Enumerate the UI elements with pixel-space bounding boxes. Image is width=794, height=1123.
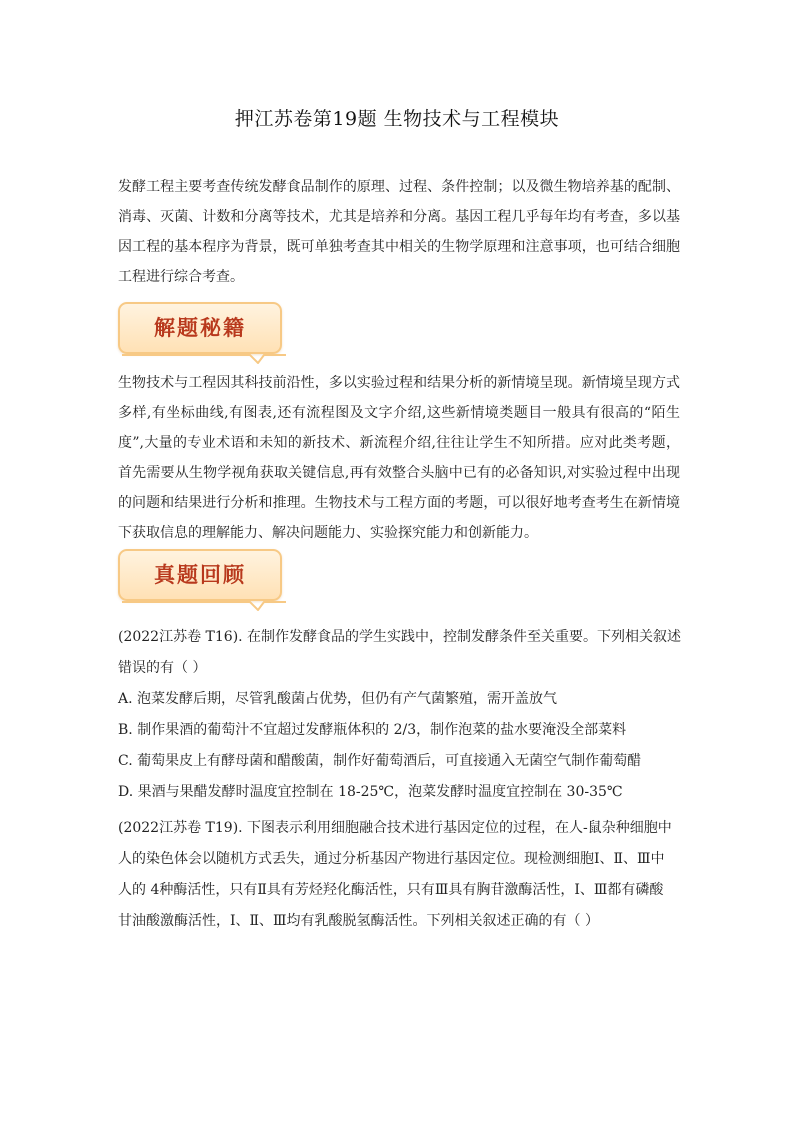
intro-paragraph: 发酵工程主要考查传统发酵食品制作的原理、过程、条件控制；以及微生物培养基的配制、消毒、灭菌、计数和分离等技术，尤其是培养和分离。基因工程几乎每年均有考查，多以基因工程的基本程序为背景，既可单独考查其中相关的生物学原理和注意事项，也可结合细胞工程进行综合考查。	[118, 179, 680, 285]
option-d: D. 果酒与果醋发酵时温度宜控制在 18-25℃，泡菜发酵时温度宜控制在 30-35℃	[118, 784, 623, 800]
question-1	[118, 622, 688, 808]
question-stem-line: 甘油酸激酶活性，Ⅰ、Ⅱ、Ⅲ均有乳酸脱氢酶活性。下列相关叙述正确的有（ ）	[118, 913, 599, 929]
banner-heading: 真题回顾	[154, 563, 246, 587]
question-2	[118, 813, 688, 937]
section-banner-review	[118, 549, 288, 611]
tips-paragraph: 生物技术与工程因其科技前沿性，多以实验过程和结果分析的新情境呈现。新情境呈现方式多样,有坐标曲线,有图表,还有流程图及文字介绍,这些新情境类题目一般具有很高的“陌生度”,大量的专业术语和未知的新技术、新流程介绍,往往让学生不知所措。应对此类考题，首先需要从生物学视角获取关键信息,再有效整合头脑中已有的必备知识,对实验过程中出现的问题和结果进行分析和推理。生物技术与工程方面的考题，可以很好地考查考生在新情境下获取信息的理解能力、解决问题能力、实验探究能力和创新能力。	[118, 375, 680, 541]
option-a: A. 泡菜发酵后期，尽管乳酸菌占优势，但仍有产气菌繁殖，需开盖放气	[118, 691, 558, 707]
option-b: B. 制作果酒的葡萄汁不宜超过发酵瓶体积的 2/3，制作泡菜的盐水要淹没全部菜料	[118, 722, 627, 738]
question-stem-line: 人的 4种酶活性，只有Ⅱ具有芳烃羟化酶活性，只有Ⅲ具有胸苷激酶活性，Ⅰ、Ⅲ都有磷酸	[118, 882, 664, 898]
page-title: 押江苏卷第19题 生物技术与工程模块	[234, 108, 560, 130]
question-stem-line: (2022江苏卷 T16). 在制作发酵食品的学生实践中，控制发酵条件至关重要。下列相关叙述	[118, 629, 682, 645]
question-stem-line: 错误的有（ ）	[118, 660, 207, 676]
option-c: C. 葡萄果皮上有酵母菌和醋酸菌，制作好葡萄酒后，可直接通入无菌空气制作葡萄醋	[118, 753, 642, 769]
question-stem-line: (2022江苏卷 T19). 下图表示利用细胞融合技术进行基因定位的过程，在人-鼠杂种细胞中	[118, 820, 672, 836]
banner-underline	[118, 599, 288, 611]
banner-heading: 解题秘籍	[154, 316, 246, 340]
question-stem-line: 人的染色体会以随机方式丢失，通过分析基因产物进行基因定位。现检测细胞Ⅰ、Ⅱ、Ⅲ中	[118, 851, 665, 867]
banner-underline	[118, 352, 288, 364]
section-banner-tips	[118, 302, 288, 364]
